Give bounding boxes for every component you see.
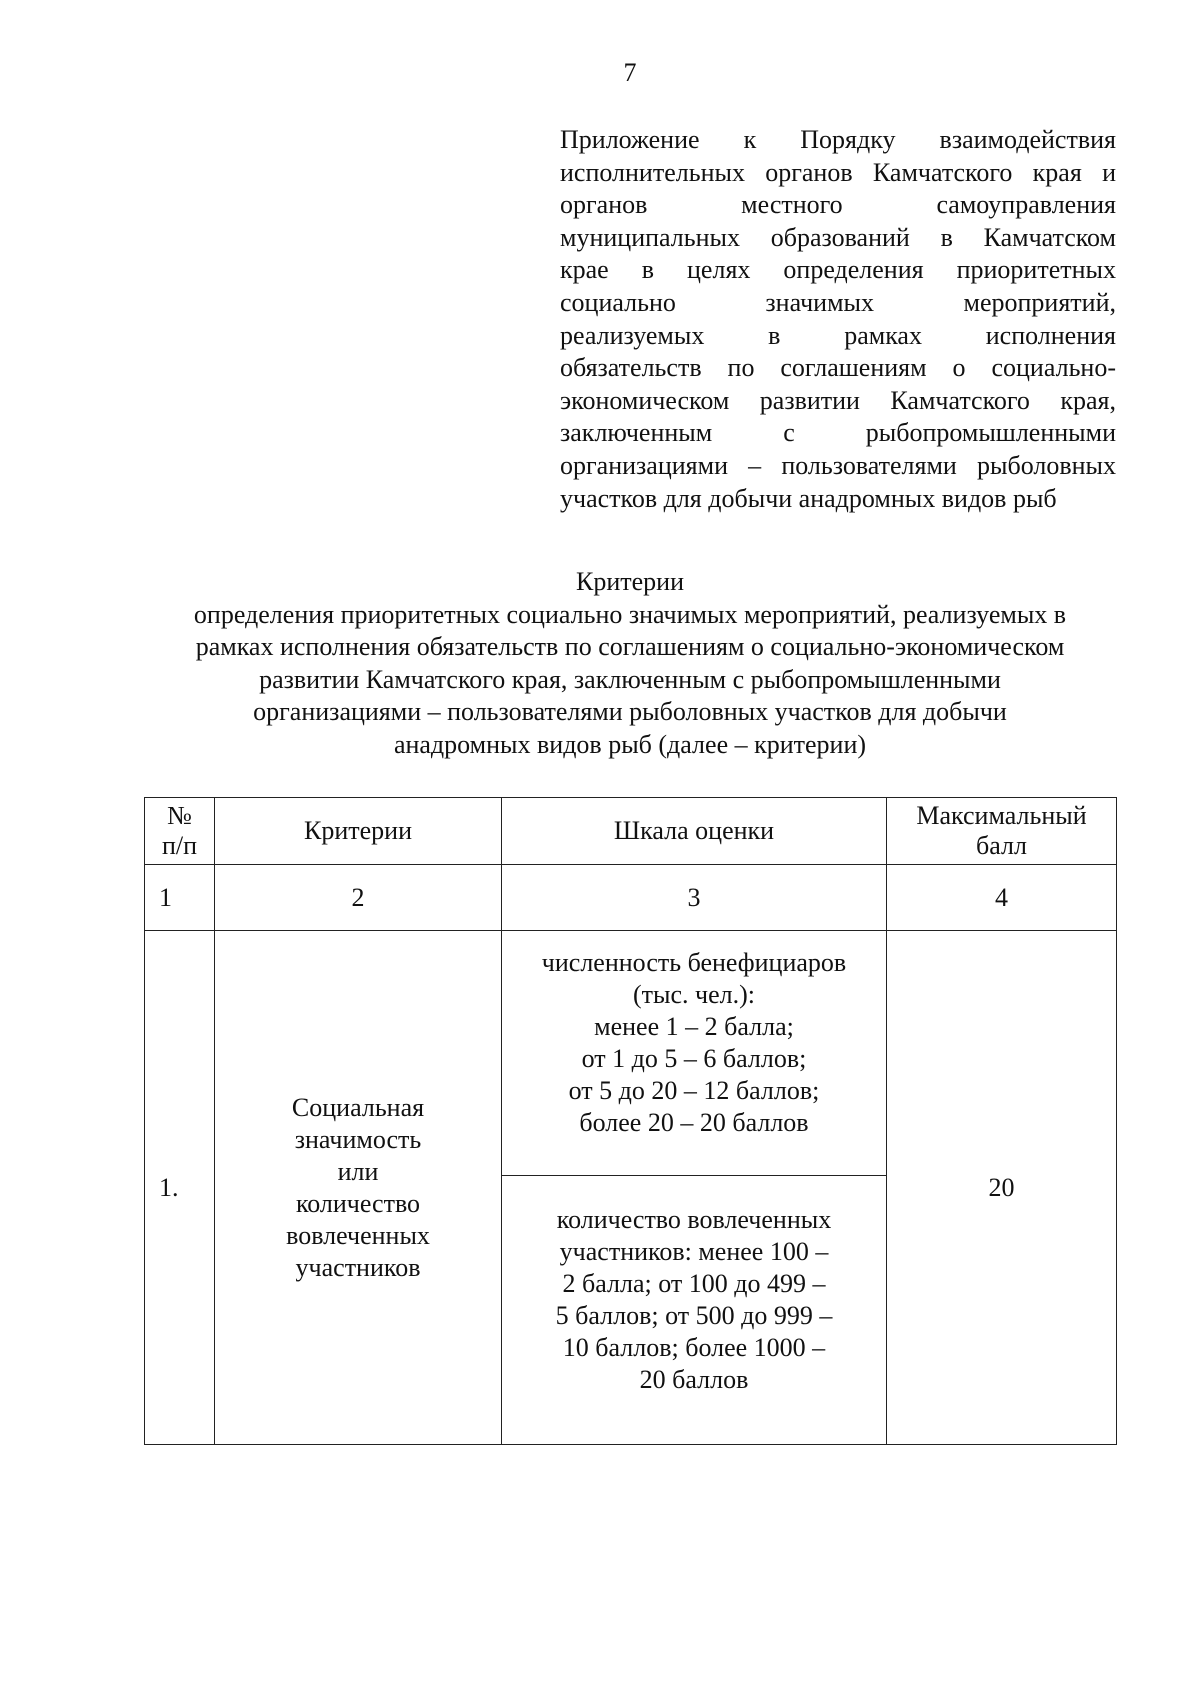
appendix-line: Приложение к Порядку взаимодействия <box>560 125 1116 154</box>
table-column-numbers-row <box>145 865 1117 931</box>
appendix-line: исполнительных органов Камчатского края и <box>560 157 1116 187</box>
appendix-line: обязательств по соглашениям о социально- <box>560 353 1116 383</box>
title-heading: Критерии <box>576 567 684 596</box>
scale-line: количество вовлеченных <box>556 1205 832 1234</box>
criterion-line: Социальная <box>291 1092 425 1122</box>
scale-line: от 5 до 20 – 12 баллов; <box>568 1076 820 1105</box>
column-number: 3 <box>502 865 887 931</box>
table-header-row <box>145 798 1117 865</box>
scale-line: от 1 до 5 – 6 баллов; <box>581 1044 807 1073</box>
criterion-line: вовлеченных <box>286 1220 430 1250</box>
scale-line: 20 баллов <box>639 1365 749 1394</box>
title-line: организациями – пользователями рыболовных участков для добычи <box>253 697 1007 727</box>
scale-line: 2 балла; от 100 до 499 – <box>562 1269 826 1298</box>
table-row <box>145 931 1117 1176</box>
scale-line: (тыс. чел.): <box>632 980 755 1009</box>
criterion-line: количество <box>295 1188 421 1218</box>
header-number-label: п/п <box>161 831 198 860</box>
column-number: 2 <box>215 865 502 931</box>
scale-beneficiaries-cell <box>502 931 887 1176</box>
column-number: 1 <box>145 865 215 931</box>
title-line: определения приоритетных социально значимых мероприятий, реализуемых в <box>193 599 1067 629</box>
appendix-line: участков для добычи анадромных видов рыб <box>560 483 1057 513</box>
criterion-line: или <box>337 1156 379 1186</box>
scale-line: менее 1 – 2 балла; <box>594 1012 794 1041</box>
appendix-line: реализуемых в рамках исполнения <box>560 320 1116 350</box>
scale-participants-cell <box>502 1176 887 1445</box>
document-title <box>140 566 1120 762</box>
appendix-line: крае в целях определения приоритетных <box>560 255 1116 285</box>
scale-line: более 20 – 20 баллов <box>579 1108 809 1137</box>
criterion-line: значимость <box>294 1124 422 1154</box>
header-scale: Шкала оценки <box>502 798 887 865</box>
scale-line: участников: менее 100 – <box>559 1237 829 1266</box>
title-line: развитии Камчатского края, заключенным с рыбопромышленными <box>259 664 1001 694</box>
header-number <box>145 798 215 865</box>
header-max-score-line: Максимальный <box>916 801 1087 830</box>
header-max-score-line: балл <box>976 831 1027 860</box>
criteria-table <box>144 797 1117 1445</box>
appendix-note <box>560 124 1116 515</box>
header-criteria: Критерии <box>215 798 502 865</box>
title-line: анадромных видов рыб (далее – критерии) <box>393 729 867 759</box>
header-max-score <box>887 798 1117 865</box>
appendix-line: социально значимых мероприятий, <box>560 287 1116 317</box>
appendix-line: организациями – пользователями рыболовных <box>560 450 1116 480</box>
header-number-symbol: № <box>167 801 192 830</box>
page-number: 7 <box>623 58 637 87</box>
column-number: 4 <box>887 865 1117 931</box>
row-number: 1. <box>145 931 215 1445</box>
criterion-cell <box>215 931 502 1445</box>
criterion-line: участников <box>295 1252 421 1282</box>
appendix-line: органов местного самоуправления <box>560 190 1116 220</box>
appendix-line: муниципальных образований в Камчатском <box>560 222 1116 252</box>
appendix-line: экономическом развитии Камчатского края, <box>560 385 1116 415</box>
scale-line: 10 баллов; более 1000 – <box>562 1333 826 1362</box>
title-line: рамках исполнения обязательств по соглашениям о социально-экономическом <box>195 632 1065 662</box>
scale-line: 5 баллов; от 500 до 999 – <box>555 1301 833 1330</box>
max-score-cell: 20 <box>887 931 1117 1445</box>
appendix-line: заключенным с рыбопромышленными <box>560 418 1116 448</box>
scale-line: численность бенефициаров <box>541 948 847 977</box>
